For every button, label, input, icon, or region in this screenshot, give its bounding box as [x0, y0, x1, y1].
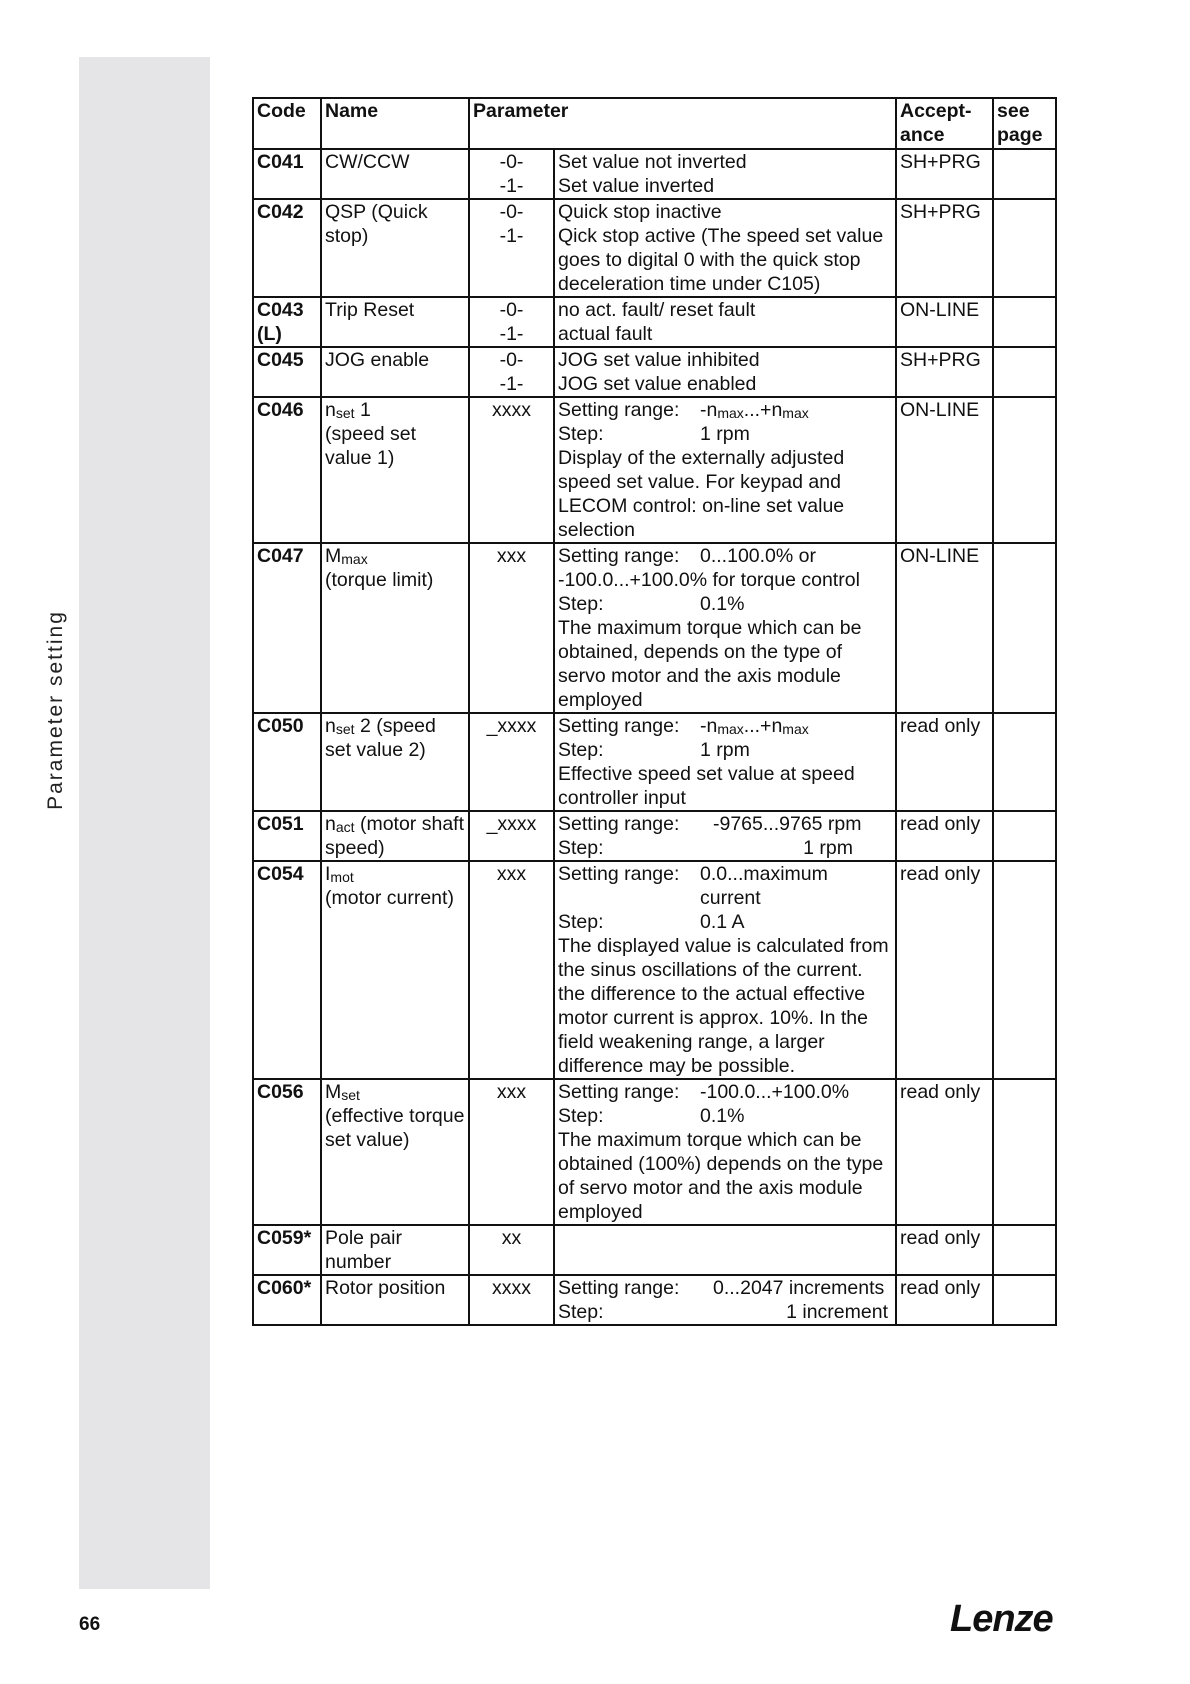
- row-description: [554, 1225, 896, 1275]
- row-code: C043 (L): [253, 297, 321, 347]
- row-values: xx: [469, 1225, 554, 1275]
- row-see-page: [993, 199, 1056, 297]
- table-row: [253, 1275, 1056, 1325]
- row-acceptance: read only: [896, 811, 993, 861]
- row-description: Setting range: 0...2047 increments Step: 1 increment: [554, 1275, 896, 1325]
- table-row: [253, 397, 1056, 543]
- row-acceptance: SH+PRG: [896, 149, 993, 199]
- row-see-page: [993, 861, 1056, 1079]
- row-description: Setting range: 0.0...maximum current Step: 0.1 A The displayed value is calculated from the sinus oscillations of the current. the difference to the actual effective motor current is approx. 10%. In the field weakening range, a larger difference may be possible.: [554, 861, 896, 1079]
- row-code: C054: [253, 861, 321, 1079]
- row-acceptance: ON-LINE: [896, 297, 993, 347]
- row-code: C056: [253, 1079, 321, 1225]
- row-see-page: [993, 1225, 1056, 1275]
- row-name: $M_{set}$ (effective torque set value): [321, 1079, 469, 1225]
- table-row: [253, 811, 1056, 861]
- row-code: C041: [253, 149, 321, 199]
- row-acceptance: read only: [896, 861, 993, 1079]
- row-description: Setting range: $-n_{max}...+n_{max}$ Step: 1 rpm Effective speed set value at speed controller input: [554, 713, 896, 811]
- table-header-row: [253, 98, 1056, 149]
- table-row: [253, 347, 1056, 397]
- table-row: [253, 297, 1056, 347]
- row-see-page: [993, 297, 1056, 347]
- row-code: C046: [253, 397, 321, 543]
- row-code: C051: [253, 811, 321, 861]
- row-code: C060*: [253, 1275, 321, 1325]
- row-name: Pole pair number: [321, 1225, 469, 1275]
- row-values: -0- -1-: [469, 149, 554, 199]
- header-parameter: Parameter: [469, 98, 896, 149]
- row-acceptance: ON-LINE: [896, 543, 993, 713]
- header-see-page: see page: [993, 98, 1056, 149]
- row-see-page: [993, 149, 1056, 199]
- table-row: [253, 1225, 1056, 1275]
- row-acceptance: read only: [896, 1275, 993, 1325]
- row-see-page: [993, 347, 1056, 397]
- row-description: Setting range: $-n_{max}...+n_{max}$ Step: 1 rpm Display of the externally adjusted speed set value. For keypad and LECOM control: on-line set value selection: [554, 397, 896, 543]
- table-row: [253, 861, 1056, 1079]
- row-code: C047: [253, 543, 321, 713]
- row-description: Quick stop inactive Qick stop active (The speed set value goes to digital 0 with the quick stop deceleration time under C105): [554, 199, 896, 297]
- row-values: -0- -1-: [469, 297, 554, 347]
- row-values: _xxxx: [469, 713, 554, 811]
- row-acceptance: read only: [896, 713, 993, 811]
- row-name: $n_{set}$ 1 (speed set value 1): [321, 397, 469, 543]
- row-name: CW/CCW: [321, 149, 469, 199]
- parameter-table: [252, 97, 1057, 1326]
- row-values: -0- -1-: [469, 347, 554, 397]
- row-values: xxx: [469, 543, 554, 713]
- page-number: 66: [79, 1614, 101, 1635]
- row-description: Set value not inverted Set value inverted: [554, 149, 896, 199]
- row-see-page: [993, 811, 1056, 861]
- table-row: [253, 149, 1056, 199]
- row-values: xxxx: [469, 397, 554, 543]
- row-values: xxx: [469, 1079, 554, 1225]
- row-name: JOG enable: [321, 347, 469, 397]
- row-description: no act. fault/ reset fault actual fault: [554, 297, 896, 347]
- header-name: Name: [321, 98, 469, 149]
- table-row: [253, 1079, 1056, 1225]
- row-code: C045: [253, 347, 321, 397]
- row-acceptance: read only: [896, 1225, 993, 1275]
- row-name: Trip Reset: [321, 297, 469, 347]
- row-code: C042: [253, 199, 321, 297]
- row-see-page: [993, 1079, 1056, 1225]
- row-values: -0- -1-: [469, 199, 554, 297]
- table-row: [253, 713, 1056, 811]
- header-code: Code: [253, 98, 321, 149]
- table-row: [253, 543, 1056, 713]
- header-acceptance: Accept- ance: [896, 98, 993, 149]
- row-code: C059*: [253, 1225, 321, 1275]
- row-name: QSP (Quick stop): [321, 199, 469, 297]
- row-acceptance: SH+PRG: [896, 199, 993, 297]
- row-acceptance: SH+PRG: [896, 347, 993, 397]
- row-description: Setting range: -9765...9765 rpm Step: 1 rpm: [554, 811, 896, 861]
- side-band: [79, 57, 210, 1589]
- row-description: JOG set value inhibited JOG set value enabled: [554, 347, 896, 397]
- brand-logo: Lenze: [950, 1598, 1053, 1640]
- row-values: _xxxx: [469, 811, 554, 861]
- row-name: $M_{max}$ (torque limit): [321, 543, 469, 713]
- row-values: xxxx: [469, 1275, 554, 1325]
- row-description: Setting range: -100.0...+100.0% Step: 0.1% The maximum torque which can be obtained (100%) depends on the type of servo motor and the axis module employed: [554, 1079, 896, 1225]
- row-code: C050: [253, 713, 321, 811]
- row-name: $n_{act}$ (motor shaft speed): [321, 811, 469, 861]
- row-description: Setting range: 0...100.0% or -100.0...+100.0% for torque control Step: 0.1% The maximum torque which can be obtained, depends on the type of servo motor and the axis module employed: [554, 543, 896, 713]
- table-row: [253, 199, 1056, 297]
- row-name: $I_{mot}$ (motor current): [321, 861, 469, 1079]
- row-acceptance: read only: [896, 1079, 993, 1225]
- row-values: xxx: [469, 861, 554, 1079]
- row-see-page: [993, 713, 1056, 811]
- row-acceptance: ON-LINE: [896, 397, 993, 543]
- row-name: Rotor position: [321, 1275, 469, 1325]
- row-name: $n_{set}$ 2 (speed set value 2): [321, 713, 469, 811]
- row-see-page: [993, 543, 1056, 713]
- row-see-page: [993, 1275, 1056, 1325]
- row-see-page: [993, 397, 1056, 543]
